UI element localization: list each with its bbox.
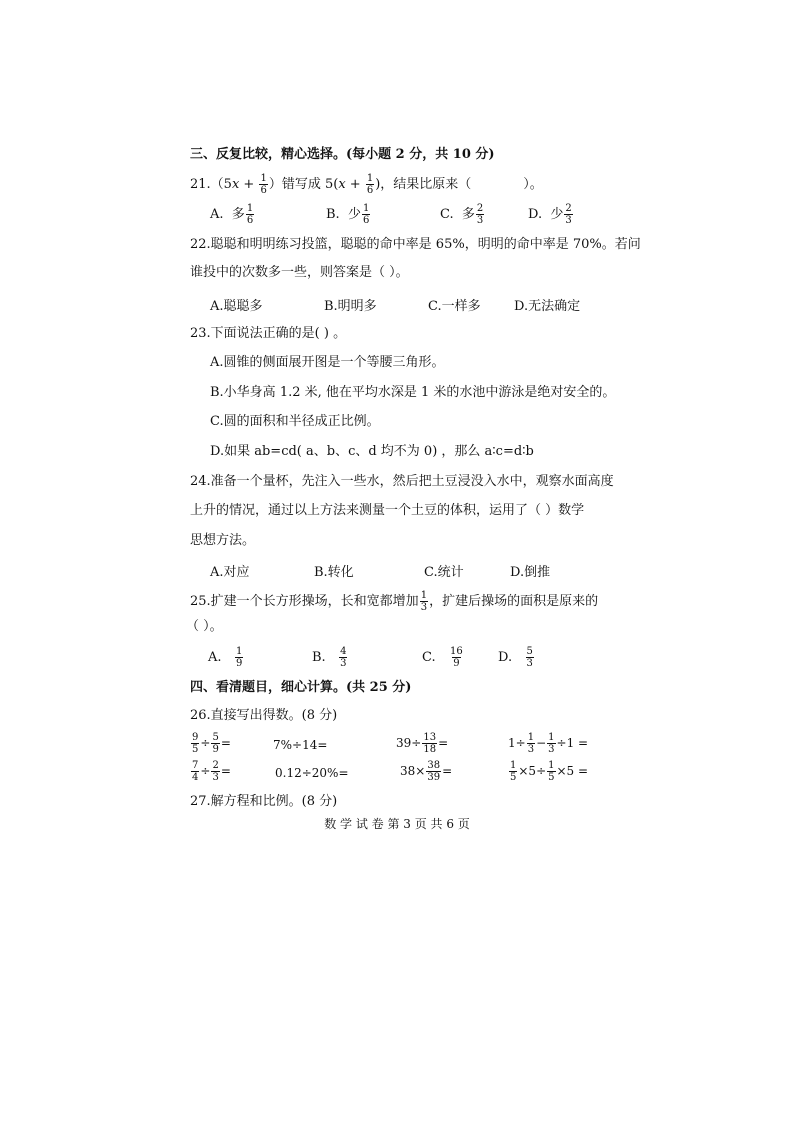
q21-option-d[interactable]: D. 少 $\frac{2}{3}$: [528, 203, 572, 226]
calc-r2c3: 38× $\frac{38}{39}$ =: [400, 760, 453, 783]
calc-r2c4: $\frac{1}{5}$ ×5÷ $\frac{1}{5}$ ×5 =: [510, 760, 589, 783]
q23-option-b[interactable]: B.小华身高 1.2 米, 他在平均水深是 1 米的水池中游泳是绝对安全的。: [210, 385, 616, 400]
q24-option-d[interactable]: D.倒推: [510, 565, 551, 580]
question-22-line-2: 谁投中的次数多一些，则答案是（ ）。: [190, 265, 409, 280]
q25-option-d[interactable]: D. $\frac{5}{3}$: [498, 646, 533, 669]
q25-option-a[interactable]: A. $\frac{1}{9}$: [208, 646, 243, 669]
q22-option-b[interactable]: B.明明多: [324, 299, 377, 314]
q22-option-c[interactable]: C.一样多: [428, 299, 481, 314]
question-24-line-2: 上升的情况，通过以上方法来测量一个土豆的体积，运用了（ ）数学: [190, 503, 585, 518]
q21-option-b[interactable]: B. 少 $\frac{1}{6}$: [326, 203, 370, 226]
fraction: $\frac{1}{6}$: [366, 173, 374, 196]
calc-r1c1: $\frac{9}{5}$ ÷ $\frac{5}{9}$ =: [192, 732, 231, 755]
q21-option-a[interactable]: A. 多 $\frac{1}{6}$: [210, 203, 254, 226]
q23-option-c[interactable]: C.圆的面积和半径成正比例。: [210, 414, 380, 429]
question-24-line-1: 24.准备一个量杯，先注入一些水，然后把土豆浸没入水中，观察水面高度: [190, 474, 614, 489]
question-25-line-2: （ ）。: [186, 619, 223, 634]
q24-option-c[interactable]: C.统计: [424, 565, 464, 580]
q25-option-c[interactable]: C. $\frac{16}{9}$: [422, 646, 463, 669]
question-26-title: 26.直接写出得数。(8 分): [190, 708, 338, 723]
question-23-stem: 23.下面说法正确的是( ) 。: [190, 326, 347, 341]
question-22-line-1: 22.聪聪和明明练习投篮，聪聪的命中率是 65%，明明的命中率是 70%。若问: [190, 237, 641, 252]
question-21-stem: 21.（5x + $\frac{1}{6}$ ）错写成 5(x + $\frac{1}{6}$ )，结果比原来（ ）。: [190, 173, 543, 196]
fraction: $\frac{1}{6}$: [260, 173, 267, 196]
calc-r2c1: $\frac{7}{4}$ ÷ $\frac{2}{3}$ =: [192, 760, 231, 783]
question-25-line-1: 25.扩建一个长方形操场，长和宽都增加 $\frac{1}{3}$ ，扩建后操场的面积是原来的: [190, 590, 599, 613]
calc-r2c2: 0.12÷20%=: [275, 766, 349, 780]
calc-r1c2: 7%÷14=: [273, 738, 328, 752]
page-footer: 数 学 试 卷 第 3 页 共 6 页: [324, 817, 470, 831]
question-27-title: 27.解方程和比例。(8 分): [190, 794, 338, 809]
section-4-title: 四、看清题目，细心计算。(共 25 分): [190, 680, 412, 695]
section-3-title: 三、反复比较，精心选择。(每小题 2 分，共 10 分): [190, 147, 495, 162]
q24-option-a[interactable]: A.对应: [210, 565, 250, 580]
q24-option-b[interactable]: B.转化: [314, 565, 354, 580]
question-24-line-3: 思想方法。: [190, 533, 256, 548]
q22-option-d[interactable]: D.无法确定: [514, 299, 581, 314]
calc-r1c4: 1÷ $\frac{1}{3}$ − $\frac{1}{3}$ ÷1 =: [508, 732, 589, 755]
q25-option-b[interactable]: B. $\frac{4}{3}$: [312, 646, 347, 669]
q23-option-a[interactable]: A.圆锥的侧面展开图是一个等腰三角形。: [210, 355, 445, 370]
q23-option-d[interactable]: D.如果 ab=cd( a、b、c、d 均不为 0) ，那么 a∶c=d∶b: [210, 444, 534, 459]
q21-option-c[interactable]: C. 多 $\frac{2}{3}$: [440, 203, 484, 226]
calc-r1c3: 39÷ $\frac{13}{18}$ =: [396, 732, 449, 755]
q22-option-a[interactable]: A.聪聪多: [210, 299, 263, 314]
fraction: $\frac{1}{3}$: [420, 590, 428, 613]
